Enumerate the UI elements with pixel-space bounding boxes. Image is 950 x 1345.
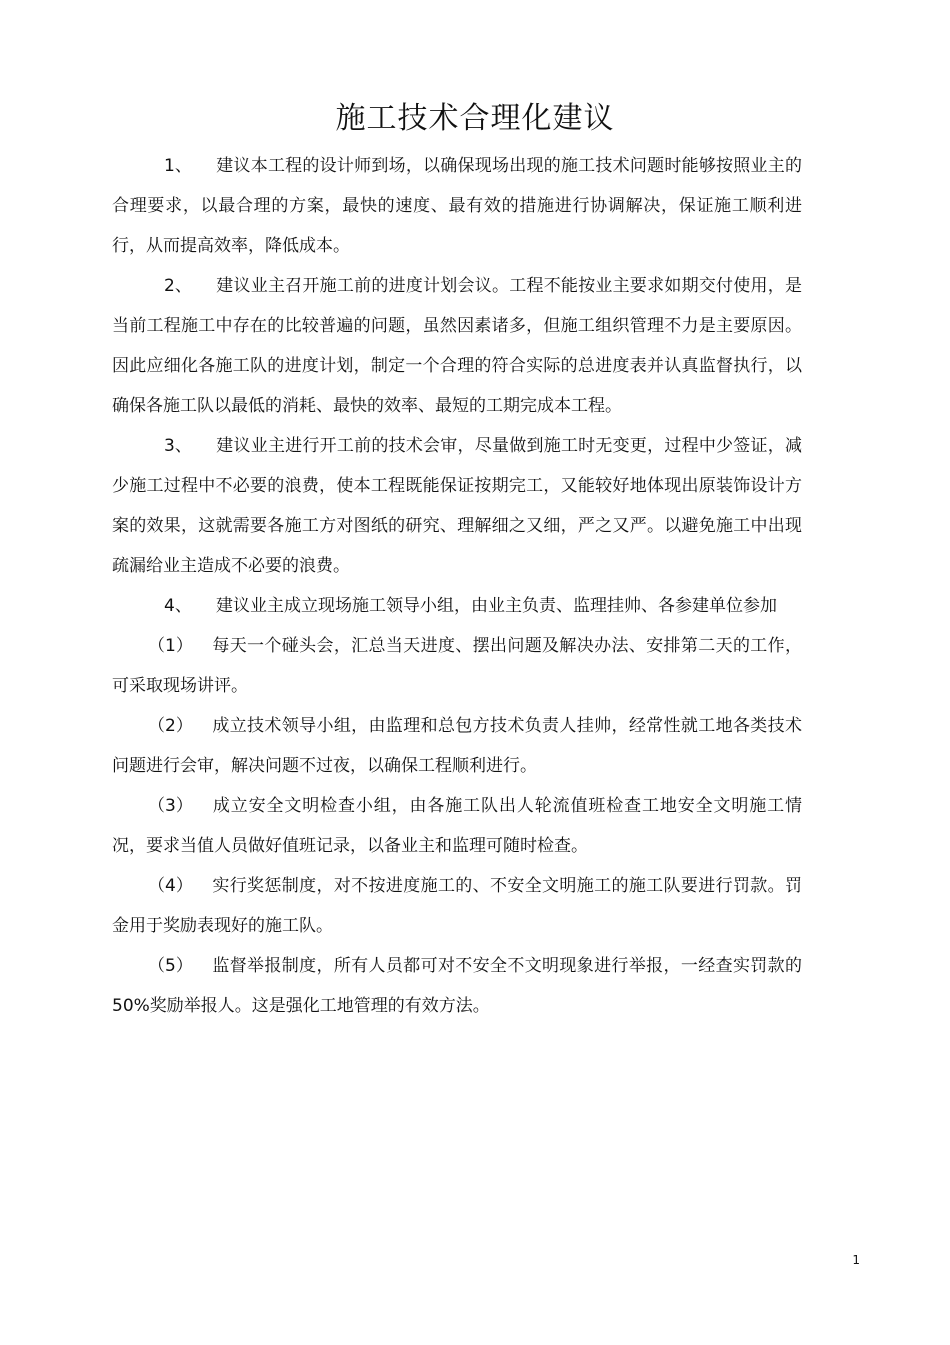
paragraph-3: [112, 426, 802, 586]
paragraph-number: 2、: [164, 276, 192, 296]
sub-item-number: （3）: [148, 796, 193, 816]
page-number: 1: [852, 1253, 860, 1267]
sub-item-text: 实行奖惩制度，对不按进度施工的、不安全文明施工的施工队要进行罚款。罚金用于奖励表现好的施工队。: [112, 876, 802, 936]
sub-item-number: （4）: [148, 876, 193, 896]
paragraph-text: 建议本工程的设计师到场，以确保现场出现的施工技术问题时能够按照业主的合理要求，以最合理的方案，最快的速度、最有效的措施进行协调解决，保证施工顺利进行，从而提高效率，降低成本。: [112, 156, 802, 256]
sub-item-text: 监督举报制度，所有人员都可对不安全不文明现象进行举报，一经查实罚款的 50%奖励举报人。这是强化工地管理的有效方法。: [112, 956, 802, 1016]
paragraph-1: [112, 146, 802, 266]
sub-item-1: [112, 626, 802, 706]
paragraph-text: 建议业主成立现场施工领导小组，由业主负责、监理挂帅、各参建单位参加: [216, 596, 777, 616]
document-body: [112, 146, 802, 1026]
paragraph-2: [112, 266, 802, 426]
page-title: 施工技术合理化建议: [335, 101, 615, 136]
sub-item-text: 成立技术领导小组，由监理和总包方技术负责人挂帅，经常性就工地各类技术问题进行会审，解决问题不过夜，以确保工程顺利进行。: [112, 716, 802, 776]
sub-item-3: [112, 786, 802, 866]
paragraph-number: 3、: [164, 436, 192, 456]
sub-item-number: （2）: [148, 716, 193, 736]
paragraph-number: 4、: [164, 596, 192, 616]
sub-item-2: [112, 706, 802, 786]
sub-item-number: （5）: [148, 956, 193, 976]
paragraph-number: 1、: [164, 156, 192, 176]
paragraph-text: 建议业主召开施工前的进度计划会议。工程不能按业主要求如期交付使用，是当前工程施工中存在的比较普遍的问题，虽然因素诸多，但施工组织管理不力是主要原因。因此应细化各施工队的进度计划，制定一个合理的符合实际的总进度表并认真监督执行，以确保各施工队以最低的消耗、最快的效率、最短的工期完成本工程。: [112, 276, 802, 416]
paragraph-4: [112, 586, 802, 626]
sub-item-number: （1）: [148, 636, 193, 656]
sub-item-text: 成立安全文明检查小组，由各施工队出人轮流值班检查工地安全文明施工情况，要求当值人员做好值班记录，以备业主和监理可随时检查。: [112, 796, 802, 856]
paragraph-text: 建议业主进行开工前的技术会审，尽量做到施工时无变更，过程中少签证，减少施工过程中不必要的浪费，使本工程既能保证按期完工，又能较好地体现出原装饰设计方案的效果，这就需要各施工方对图纸的研究、理解细之又细，严之又严。以避免施工中出现疏漏给业主造成不必要的浪费。: [112, 436, 802, 576]
sub-item-4: [112, 866, 802, 946]
sub-item-text: 每天一个碰头会，汇总当天进度、摆出问题及解决办法、安排第二天的工作，可采取现场讲评。: [112, 636, 802, 696]
sub-item-5: [112, 946, 802, 1026]
